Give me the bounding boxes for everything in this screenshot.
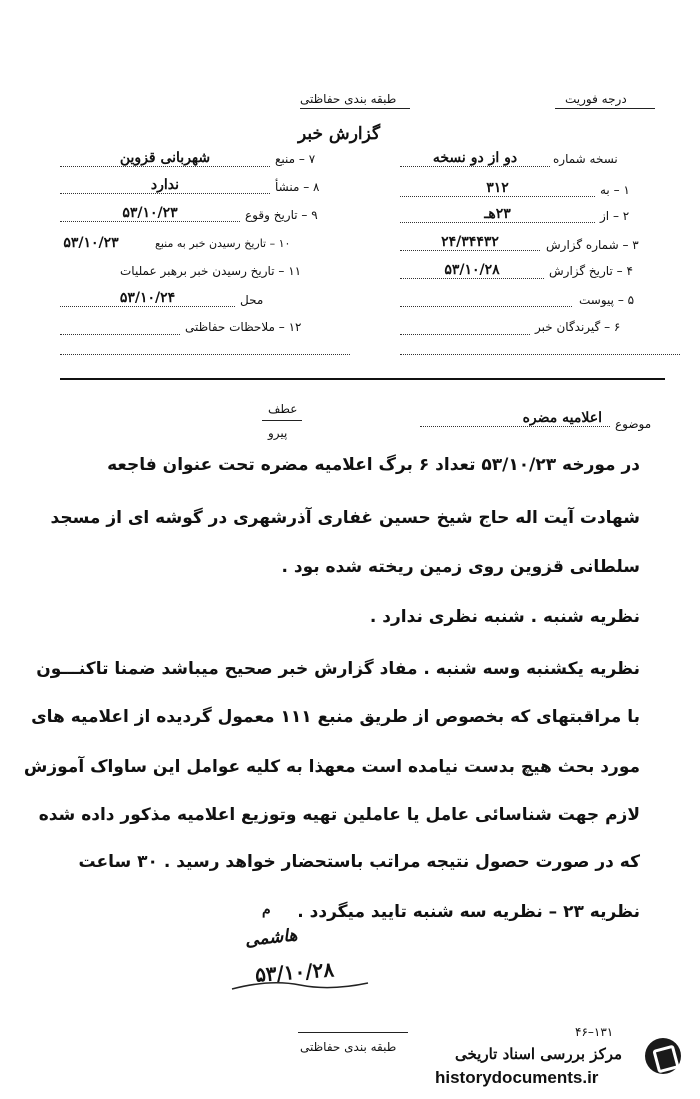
origin-label: ۸ – منشأ	[275, 180, 320, 194]
form-title: گزارش خبر	[298, 124, 381, 144]
source-arrival-date-value: ۵۳/۱۰/۲۳	[63, 235, 119, 251]
archive-logo-icon	[645, 1038, 681, 1074]
body-line: شهادت آیت اله حاج شیخ حسین غفاری آذرشهری در گوشه ای از مسجد	[50, 508, 640, 528]
to-label: ۱ – به	[600, 183, 630, 197]
ops-leader-date-value	[60, 264, 115, 278]
source-arrival-date-label: ۱۰ – تاریخ رسیدن خبر به منبع	[155, 237, 291, 250]
source-label: ۷ – منبع	[275, 152, 316, 166]
atf-label: عطف	[268, 402, 298, 416]
origin-value: ندارد	[60, 177, 270, 194]
recipients-label: ۶ – گیرندگان خبر	[535, 320, 621, 334]
peyro-label: پیرو	[268, 426, 288, 440]
occurrence-date-label: ۹ – تاریخ وقوع	[245, 208, 318, 222]
recipients-line-2	[400, 340, 680, 355]
body-line: با مراقبتهای که بخصوص از طریق منبع ۱۱۱ معمول گردیده از اعلامیه های	[31, 707, 640, 727]
subject-label: موضوع	[615, 417, 652, 431]
classification-bottom: طبقه بندی حفاظتی	[300, 1040, 397, 1054]
classification-bottom-rule	[298, 1032, 408, 1033]
from-label: ۲ – از	[600, 209, 630, 223]
signature-date: ۵۳/۱۰/۲۸	[254, 957, 335, 987]
urgency-label: درجه فوریت	[565, 92, 627, 106]
body-line: لازم جهت شناسائی عامل یا عاملین تهیه وتوزیع اعلامیه مذکور داده شده	[38, 805, 640, 825]
body-line: سلطانی قزوین روی زمین ریخته شده بود .	[281, 557, 640, 577]
place-label: محل	[240, 293, 264, 307]
recipients-line	[400, 318, 530, 335]
security-remarks-line	[60, 318, 180, 335]
body-line: در مورخه ۵۳/۱۰/۲۳ تعداد ۶ برگ اعلامیه مضره تحت عنوان فاجعه	[107, 455, 640, 475]
urgency-underline	[555, 108, 655, 109]
classification-underline	[300, 108, 410, 109]
report-number-value: ۲۴/۳۴۴۳۲	[400, 234, 540, 251]
body-line: نظریه شنبه . شنبه نظری ندارد .	[369, 607, 640, 627]
attachment-label: ۵ – پیوست	[579, 293, 635, 307]
body-line: که در صورت حصول نتیجه مراتب باستحضار خواهد رسید . ۳۰ ساعت	[78, 852, 640, 872]
to-value: ۳۱۲	[400, 180, 595, 197]
ops-leader-date-label: ۱۱ – تاریخ رسیدن خبر برهبر عملیات	[120, 264, 302, 278]
signature-underline	[230, 975, 370, 995]
body-line: نظریه ۲۳ – نظریه سه شنبه تایید میگردد .	[297, 902, 640, 922]
watermark-title: مرکز بررسی اسناد تاریخی	[455, 1045, 623, 1063]
atf-divider	[262, 420, 302, 421]
source-value: شهربانی قزوین	[60, 150, 270, 167]
body-line: نظریه یکشنبه وسه شنبه . مفاد گزارش خبر صحیح میباشد ضمنا تاکنـــون	[36, 659, 640, 679]
section-divider	[60, 378, 665, 380]
watermark-url: historydocuments.ir	[435, 1068, 599, 1087]
copy-number-label: نسخه شماره	[553, 152, 618, 166]
from-value: ۲۳هـ	[400, 206, 595, 223]
page-code: ۱۳۱–۴۶	[575, 1025, 614, 1039]
ops-leader-date-value-2: ۵۳/۱۰/۲۴	[60, 290, 235, 307]
occurrence-date-value: ۵۳/۱۰/۲۳	[60, 205, 240, 222]
signature-name: هاشمی	[244, 925, 299, 951]
security-remarks-label: ۱۲ – ملاحظات حفاظتی	[185, 320, 302, 334]
subject-value: اعلامیه مضره	[420, 410, 610, 427]
copy-number-value: دو از دو نسخه	[400, 150, 550, 167]
body-line: مورد بحث هیچ بدست نیامده است معهذا به کلیه عوامل این ساواک آموزش	[23, 757, 640, 777]
attachment-line	[400, 290, 572, 307]
signature-initial: م	[262, 902, 271, 918]
security-remarks-line-2	[60, 340, 350, 355]
report-number-label: ۳ – شماره گزارش	[546, 238, 639, 252]
classification-top: طبقه بندی حفاظتی	[300, 92, 397, 106]
report-date-label: ۴ – تاریخ گزارش	[549, 264, 633, 278]
report-date-value: ۵۳/۱۰/۲۸	[400, 262, 544, 279]
